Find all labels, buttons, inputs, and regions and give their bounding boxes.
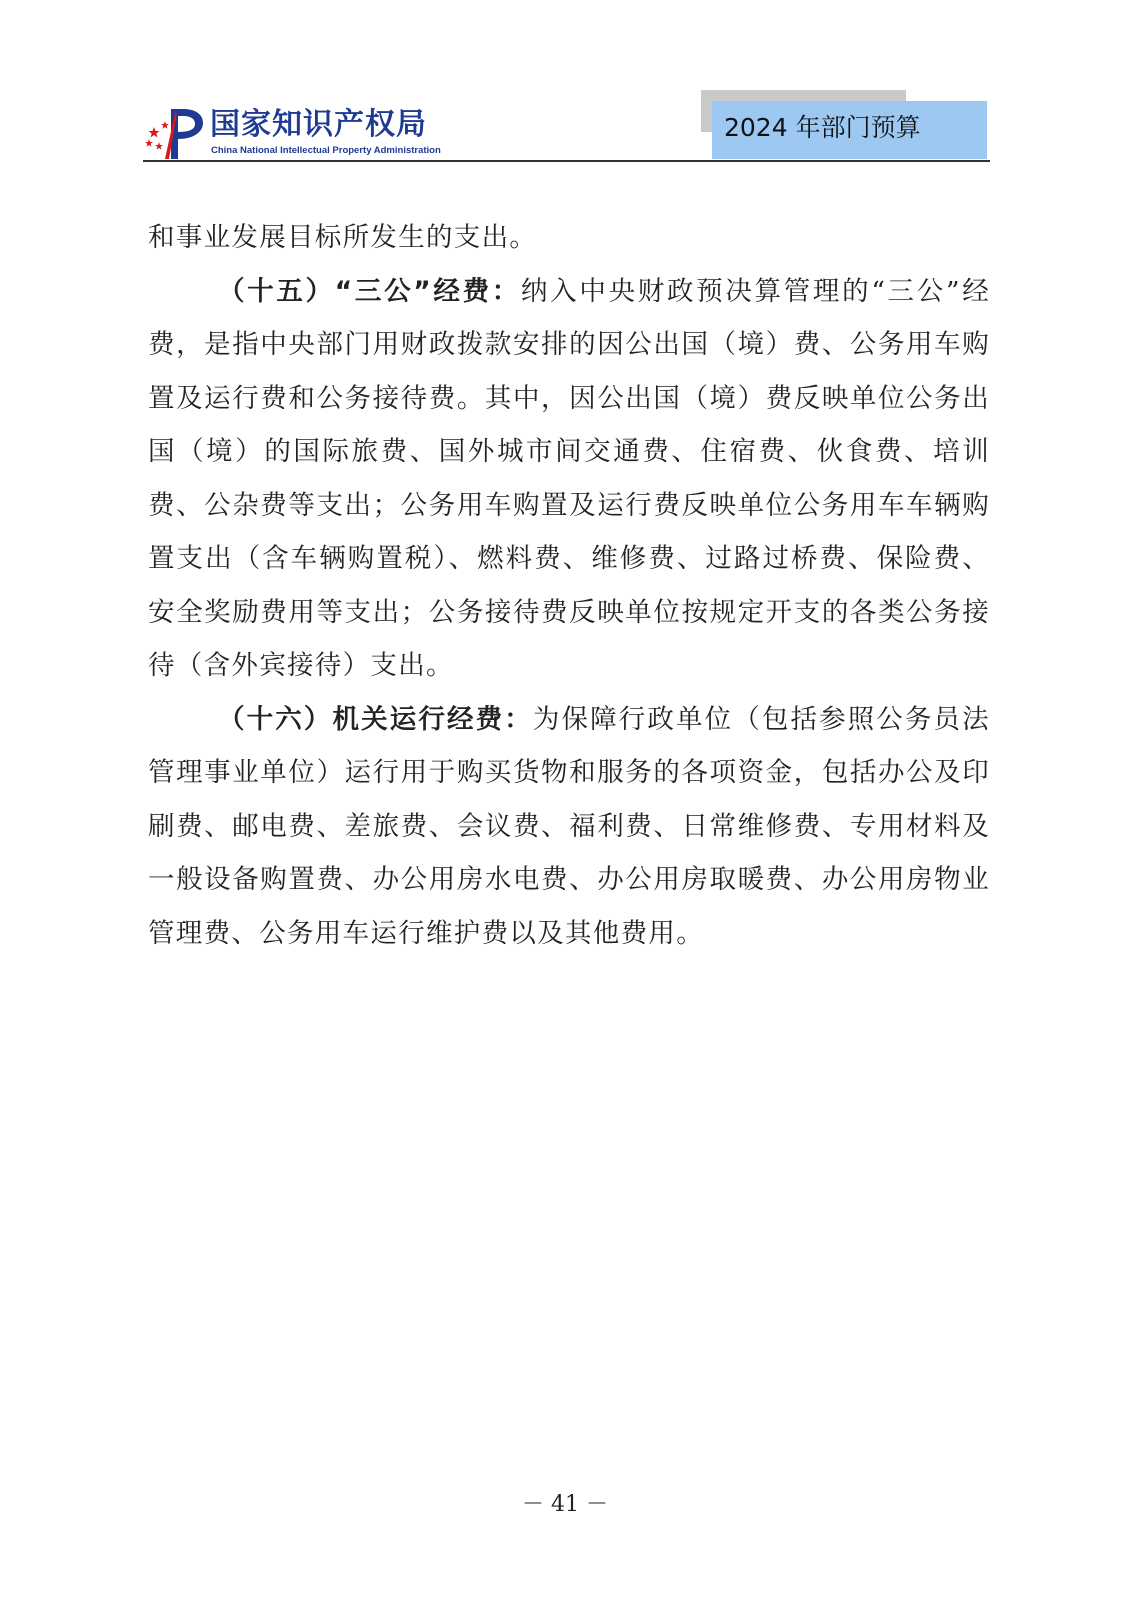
term-three-public-expenses: （十五）“三公”经费： <box>218 275 521 307</box>
paragraph-agency-operating-expenses <box>148 693 990 961</box>
definition-agency-operating-expenses: 为保障行政单位（包括参照公务员法管理事业单位）运行用于购买货物和服务的各项资金，包括办公及印刷费、邮电费、差旅费、会议费、福利费、日常维修费、专用材料及一般设备购置费、办公用房水电费、办公用房取暖费、办公用房物业管理费、公务用车运行维护费以及其他费用。 <box>148 703 990 949</box>
org-logo <box>145 105 465 161</box>
document-body <box>148 211 990 960</box>
header-divider <box>143 160 990 162</box>
paragraph-continuation: 和事业发展目标所发生的支出。 <box>148 222 538 253</box>
org-name-chinese: 国家知识产权局 <box>210 107 427 142</box>
doc-tag <box>712 101 987 159</box>
doc-tag-label: 2024 年部门预算 <box>724 113 921 142</box>
definition-three-public-expenses: 纳入中央财政预决算管理的“三公”经费，是指中央部门用财政拨款安排的因公出国（境）费、公务用车购置及运行费和公务接待费。其中，因公出国（境）费反映单位公务出国（境）的国际旅费、国外城市间交通费、住宿费、伙食费、培训费、公杂费等支出；公务用车购置及运行费反映单位公务用车车辆购置支出（含车辆购置税）、燃料费、维修费、过路过桥费、保险费、安全奖励费用等支出；公务接待费反映单位按规定开支的各类公务接待（含外宾接待）支出。 <box>148 275 990 681</box>
cnipa-logo-icon <box>145 105 205 161</box>
page-number: － 41 － <box>522 1492 608 1517</box>
paragraph-three-public-expenses <box>148 265 990 693</box>
page-header <box>0 0 1130 170</box>
org-name-english: China National Intellectual Property Administration <box>211 145 441 156</box>
term-agency-operating-expenses: （十六）机关运行经费： <box>218 703 533 735</box>
